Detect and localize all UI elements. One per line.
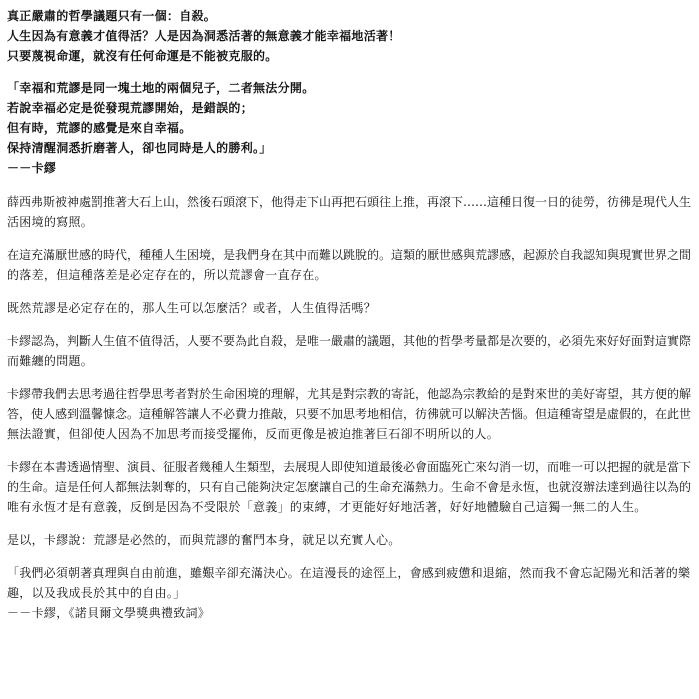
intro-line: 人生因為有意義才值得活？人是因為洞悉活著的無意義才能幸福地活著！ — [7, 29, 401, 43]
intro-line: 真正嚴肅的哲學議題只有一個：自殺。 — [7, 9, 217, 23]
article — [7, 6, 693, 623]
paragraph-line: 趣，以及我成長於其中的自由。」 — [7, 586, 186, 600]
camus-quote-block — [7, 78, 693, 178]
paragraph-line: 而難纏的問題。 — [7, 354, 94, 368]
paragraph-line: 活困境的寫照。 — [7, 215, 94, 229]
paragraph-line: 是以，卡繆說：荒謬是必然的，而與荒謬的奮鬥本身，就足以充實人心。 — [7, 533, 401, 547]
paragraph-line: 的落差，但這種落差是必定存在的，所以荒謬會一直存在。 — [7, 268, 327, 282]
paragraph-line: 無法證實，但卻使人因為不加思考而接受擺佈，反而更像是被迫推著巨石卻不明所以的人。 — [7, 427, 500, 441]
quote-line: 「幸福和荒謬是同一塊土地的兩個兒子，二者無法分開。 — [7, 81, 315, 95]
paragraph-life-types — [7, 457, 693, 517]
quote-line: 保持清醒洞悉折磨著人，卻也同時是人的勝利。」 — [7, 141, 272, 155]
quote-line: 若說幸福必定是從發現荒謬開始，是錯誤的； — [7, 101, 254, 115]
paragraph-line: 「我們必須朝著真理與自由前進，雖艱辛卻充滿決心。在這漫長的途徑上，會感到疲憊和退縮，然而我不會忘記陽光和活著的樂 — [7, 566, 691, 580]
paragraph-sisyphus — [7, 192, 693, 232]
paragraph-line: 卡繆認為，判斷人生值不值得活，人要不要為此自殺，是唯一嚴肅的議題，其他的哲學考量都是次要的，必須先來好好面對這實際 — [7, 334, 692, 348]
paragraph-line: 薛西弗斯被神處罰推著大石上山，然後石頭滾下，他得走下山再把石頭往上推，再滾下……這種日復一日的徒勞，彷彿是現代人生 — [7, 195, 692, 209]
intro-line: 只要蔑視命運，就沒有任何命運是不能被克服的。 — [7, 49, 278, 63]
paragraph-question — [7, 298, 693, 318]
quote-line: 但有時，荒謬的感覺是來自幸福。 — [7, 121, 192, 135]
paragraph-absurdity — [7, 245, 693, 285]
paragraph-line: 唯有永恆才是有意義，反倒是因為不受限於「意義」的束縛，才更能好好地活著，好好地體驗自己這獨一無二的人生。 — [7, 500, 647, 514]
paragraph-line: 卡繆帶我們去思考過往哲學思考者對於生命困境的理解，尤其是對宗教的寄託，他認為宗教給的是對來世的美好寄望，其方便的解 — [7, 387, 692, 401]
paragraph-line: 既然荒謬是必定存在的，那人生可以怎麼活？或者，人生值得活嗎？ — [7, 301, 377, 315]
paragraph-conclusion — [7, 530, 693, 550]
paragraph-religion — [7, 384, 693, 444]
quote-attribution: －－卡繆，《諾貝爾文學獎典禮致詞》 — [7, 606, 211, 620]
paragraph-line: 卡繆在本書透過情聖、演員、征服者幾種人生類型，去展現人即使知道最後必會面臨死亡來勾消一切，而唯一可以把握的就是當下 — [7, 460, 692, 474]
paragraph-camus-view — [7, 331, 693, 371]
quote-attribution: －－卡繆 — [7, 161, 57, 175]
paragraph-line: 的生命。這是任何人都無法剝奪的，只有自己能夠決定怎麼讓自己的生命充滿熱力。生命不會是永恆，也就沒辦法達到過往以為的 — [7, 480, 692, 494]
paragraph-line: 在這充滿厭世感的時代，種種人生困境，是我們身在其中而難以跳脫的。這類的厭世感與荒謬感，起源於自我認知與現實世界之間 — [7, 248, 692, 262]
paragraph-line: 答，使人感到溫馨慷念。這種解答讓人不必費力推敲，只要不加思考地相信，彷彿就可以解決苦惱。但這種寄望是虛假的，在此世 — [7, 407, 692, 421]
intro-block — [7, 6, 693, 66]
nobel-speech-quote — [7, 563, 693, 623]
